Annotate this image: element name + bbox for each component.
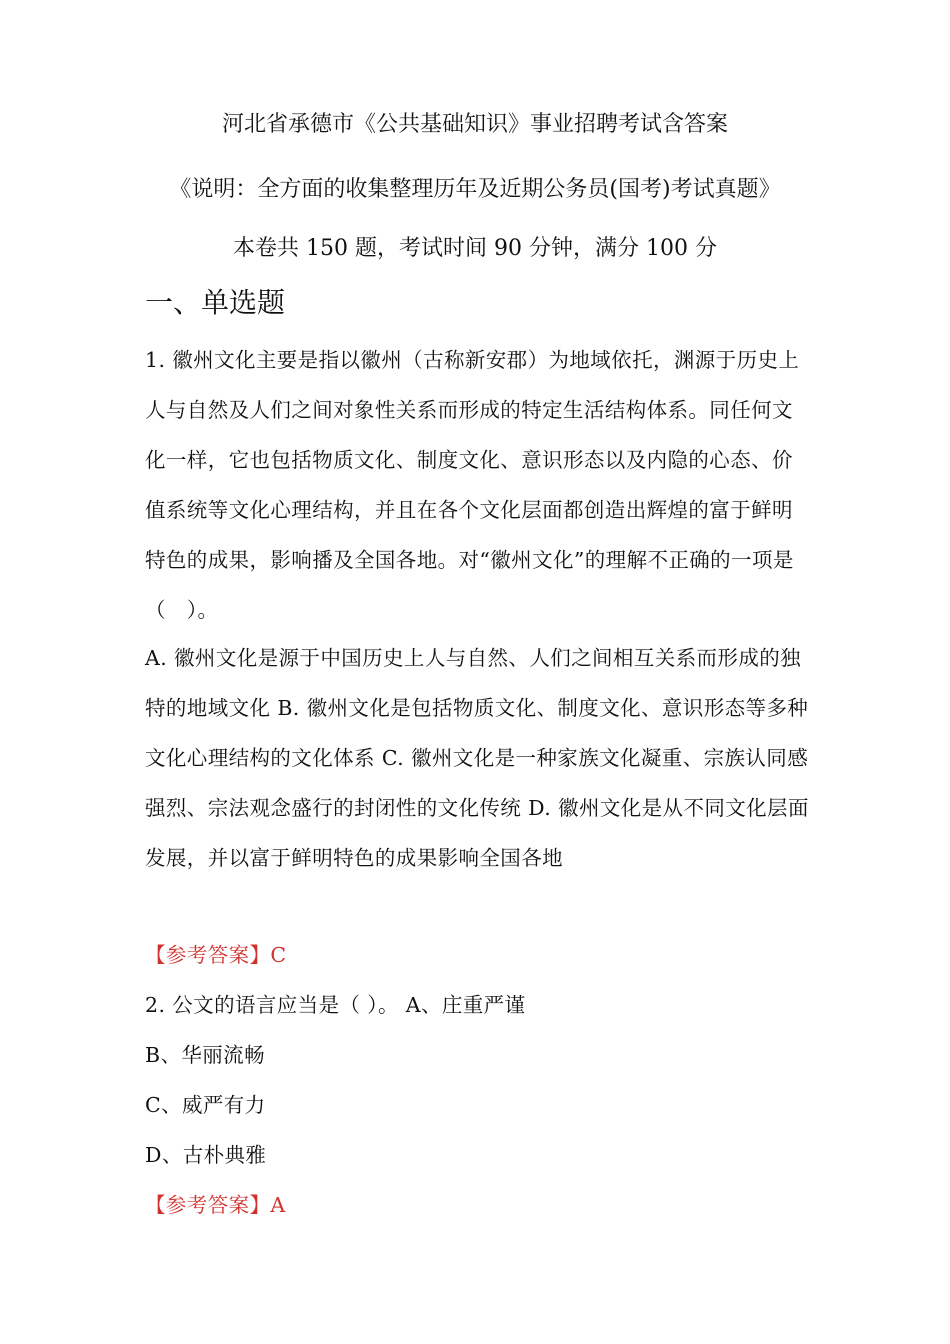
answer-value: A	[270, 1193, 286, 1217]
question-2-option-c: C、威严有力	[145, 1093, 266, 1117]
section-heading: 一、单选题	[145, 286, 286, 319]
answer-label: 【参考答案】	[145, 943, 271, 967]
question-1-text: 1. 徽州文化主要是指以徽州（古称新安郡）为地域依托，渊源于历史上人与自然及人们之间对象性关系而形成的特定生活结构体系。同任何文化一样，它也包括物质文化、制度文化、意识形态以及内隐的心态、价值系统等文化心理结构，并且在各个文化层面都创造出辉煌的富于鲜明特色的成果，影响播及全国各地。对“徽州文化”的理解不正确的一项是（ ）。	[145, 348, 800, 622]
answer-value: C	[270, 943, 287, 967]
exam-info: 本卷共 150 题，考试时间 90 分钟，满分 100 分	[233, 236, 717, 261]
question-1-answer	[145, 940, 287, 970]
answer-label: 【参考答案】	[145, 1193, 271, 1217]
document-note: 《说明：全方面的收集整理历年及近期公务员(国考)考试真题》	[169, 177, 781, 202]
question-2-option-b: B、华丽流畅	[145, 1043, 265, 1067]
question-2-answer	[145, 1190, 286, 1220]
question-2-text: 2. 公文的语言应当是（ ）。 A、庄重严谨	[145, 993, 526, 1017]
question-2-option-d: D、古朴典雅	[145, 1143, 267, 1167]
question-1-options: A. 徽州文化是源于中国历史上人与自然、人们之间相互关系而形成的独特的地域文化 B. 徽州文化是包括物质文化、制度文化、意识形态等多种文化心理结构的文化体系 C. 徽州文化是一种家族文化凝重、宗族认同感强烈、宗法观念盛行的封闭性的文化传统 D. 徽州文化是从不同文化层面发展，并以富于鲜明特色的成果影响全国各地	[145, 646, 809, 870]
document-title: 河北省承德市《公共基础知识》事业招聘考试含答案	[221, 112, 728, 137]
